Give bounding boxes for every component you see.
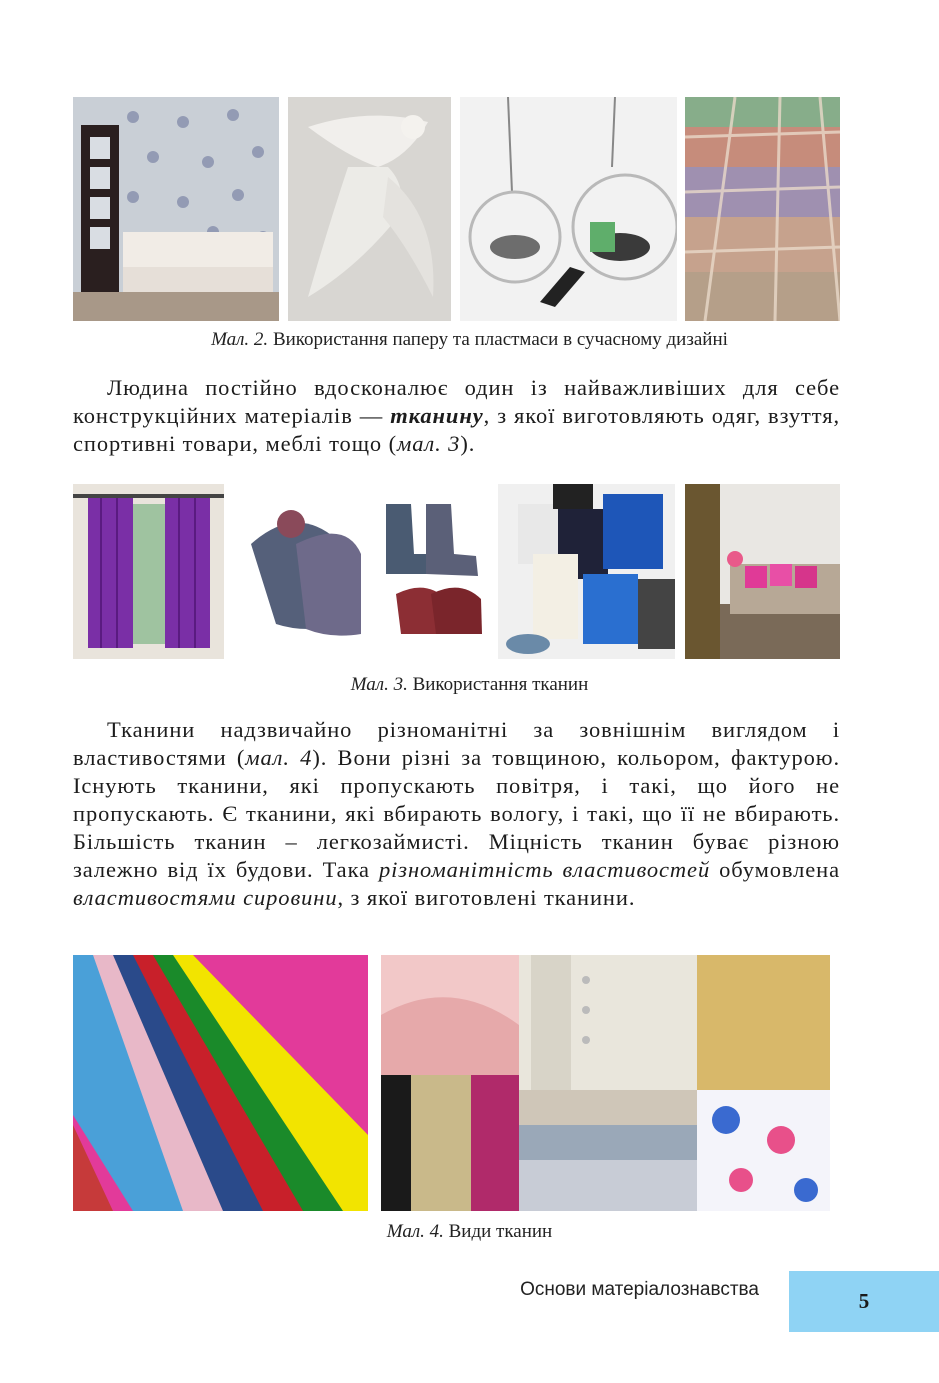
paragraph-2-emphasis-1: різноманітність властивостей: [378, 857, 711, 882]
figure-4-caption-number: Мал. 4.: [386, 1221, 444, 1242]
colored-fabric-stack-photo: [73, 955, 368, 1211]
purple-curtains-photo: [73, 484, 224, 659]
paragraph-1: [73, 374, 840, 458]
sofa-pillows-photo: [685, 484, 840, 659]
figure-3-caption-text: Використання тканин: [412, 674, 589, 695]
floral-shoes-photo: [236, 484, 484, 659]
figure-3-caption-number: Мал. 3.: [350, 674, 408, 695]
page-number-box: [789, 1271, 939, 1332]
paragraph-1-text: Людина постійно вдосконалює один із найважливіших для себе конструкційних матеріалів —: [73, 375, 840, 428]
figure-2-caption: [0, 329, 939, 351]
fabric-samples-collage-photo: [381, 955, 830, 1211]
glass-tiles-photo: [685, 97, 840, 321]
clothing-photo: [498, 484, 675, 659]
paragraph-2-text-2: ). Вони різні за товщиною, кольором, фактурою. Існують тканини, які пропускають повітря, і такі, що його не пропускають. Є тканини, які вбирають вологу, і такі, що її не вбирають. Більшість тканин – легкозаймисті. Міцність тканин буває різною залежно від їх будови. Така: [73, 745, 840, 882]
figure-3-caption: [0, 674, 939, 696]
paragraph-1-text-3: ).: [460, 431, 476, 456]
paragraph-1-emphasis: тканину: [390, 403, 484, 428]
paragraph-2-emphasis-2: властивостями сировини: [73, 885, 338, 910]
bubble-chairs-photo: [460, 97, 677, 321]
figure-4-caption-text: Види тканин: [448, 1221, 553, 1242]
white-bird-relief-photo: [288, 97, 451, 321]
bedroom-wallpaper-photo: [73, 97, 279, 321]
paragraph-2-text-3: обумовлена: [710, 857, 840, 882]
paragraph-1-text-2: , з якої виготовляють одяг, взуття, спортивні товари, меблі тощо (: [73, 403, 840, 456]
figure-4-caption: [0, 1221, 939, 1243]
paragraph-2-text: Тканини надзвичайно різноманітні за зовнішнім виглядом і властивостями (: [73, 717, 840, 770]
footer-section-title: Основи матеріалознавства: [520, 1279, 759, 1300]
figure-3-reference: мал. 3: [396, 431, 461, 456]
paragraph-2-text-4: , з якої виготовлені тканини.: [337, 885, 636, 910]
figure-2-caption-text: Використання паперу та пластмаси в сучасному дизайні: [272, 329, 728, 350]
figure-2-caption-number: Мал. 2.: [211, 329, 269, 350]
figure-4-reference: мал. 4: [245, 745, 313, 770]
page-number: 5: [858, 1289, 870, 1313]
paragraph-2: [73, 716, 840, 912]
